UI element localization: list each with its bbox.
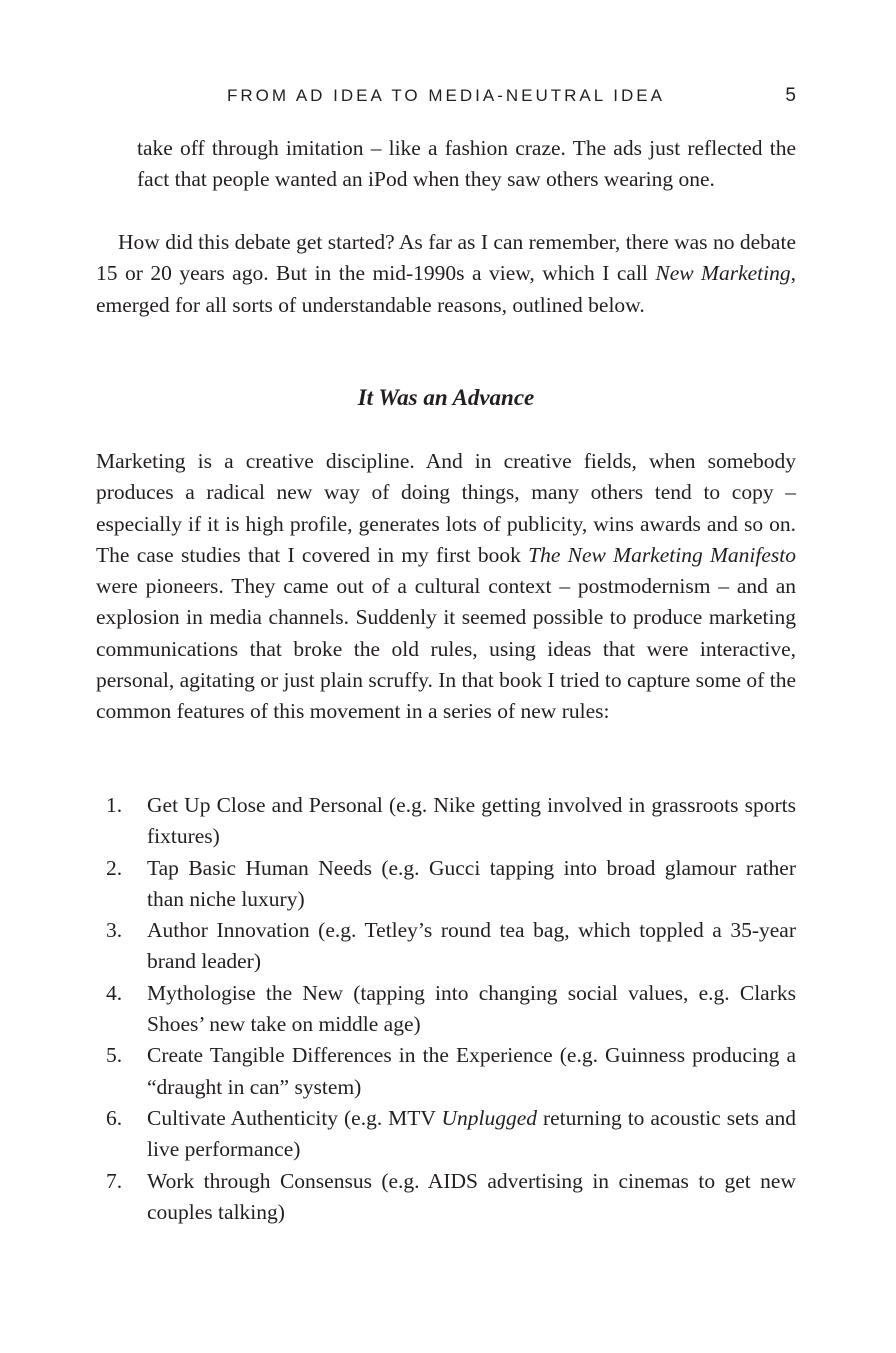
list-item-number: 5. <box>106 1043 123 1068</box>
list-item-number: 7. <box>106 1168 123 1193</box>
list-item <box>96 853 796 916</box>
list-item <box>96 790 796 853</box>
list-item-text: Mythologise the New (tapping into changing social values, e.g. Clarks Shoes’ new take on middle age) <box>147 980 796 1037</box>
list-item-text: Author Innovation (e.g. Tetley’s round tea bag, which toppled a 35-year brand leader) <box>147 918 796 974</box>
paragraph-body-text: Marketing is a creative discipline. And in creative fields, when somebody produces a radical new way of doing things, many others tend to copy – especially if it is high profile, generates lots of publicity, wins awards and so on. The case studies that I covered in my first book <box>96 449 796 567</box>
list-item-text: Work through Consensus (e.g. AIDS advertising in cinemas to get new couples talking) <box>147 1168 796 1224</box>
running-header <box>96 84 796 108</box>
page-number: 5 <box>785 85 796 106</box>
rules-list <box>96 790 796 1228</box>
list-item-text: Get Up Close and Personal (e.g. Nike getting involved in grassroots sports fixtures) <box>147 793 796 849</box>
list-item <box>96 915 796 978</box>
book-title: The New Marketing Manifesto <box>528 542 796 567</box>
paragraph-body-text-end: were pioneers. They came out of a cultural context – postmodernism – and an explosion in media channels. Suddenly it seemed possible to produce marketing communications that broke the old rules, using ideas that were interactive, personal, agitating or just plain scruffy. In that book I tried to capture some of the common features of this movement in a series of new rules: <box>96 574 796 724</box>
list-item-number: 3. <box>106 918 123 943</box>
programme-title: Unplugged <box>441 1105 538 1130</box>
list-item <box>96 1166 796 1229</box>
paragraph-intro-text: How did this debate get started? As far as I can remember, there was no debate 15 or 20 years ago. But in the mid-1990s a view, which I call <box>96 230 796 286</box>
list-item-text: Cultivate Authenticity (e.g. MTV Unplugged returning to acoustic sets and live performance) <box>147 1105 796 1162</box>
section-heading: It Was an Advance <box>357 385 535 410</box>
list-item-number: 4. <box>106 980 123 1005</box>
running-title: FROM AD IDEA TO MEDIA-NEUTRAL IDEA <box>227 86 665 105</box>
list-item <box>96 1103 796 1166</box>
block-quote: take off through imitation – like a fashion craze. The ads just reflected the fact that people wanted an iPod when they saw others wearing one. <box>137 136 796 192</box>
list-item <box>96 1040 796 1103</box>
paragraph-body <box>96 446 796 728</box>
list-item-number: 2. <box>106 855 123 880</box>
list-item-number: 6. <box>106 1105 123 1130</box>
list-item-text: Tap Basic Human Needs (e.g. Gucci tapping into broad glamour rather than niche luxury) <box>147 855 796 911</box>
list-item <box>96 978 796 1041</box>
term-new-marketing: New Marketing <box>655 261 791 286</box>
list-item-number: 1. <box>106 793 123 817</box>
paragraph-intro <box>96 227 796 321</box>
paragraph-intro-text-end: , emerged for all sorts of understandable reasons, outlined below. <box>96 261 796 317</box>
list-item-text: Create Tangible Differences in the Experience (e.g. Guinness producing a “draught in can” system) <box>147 1043 796 1099</box>
